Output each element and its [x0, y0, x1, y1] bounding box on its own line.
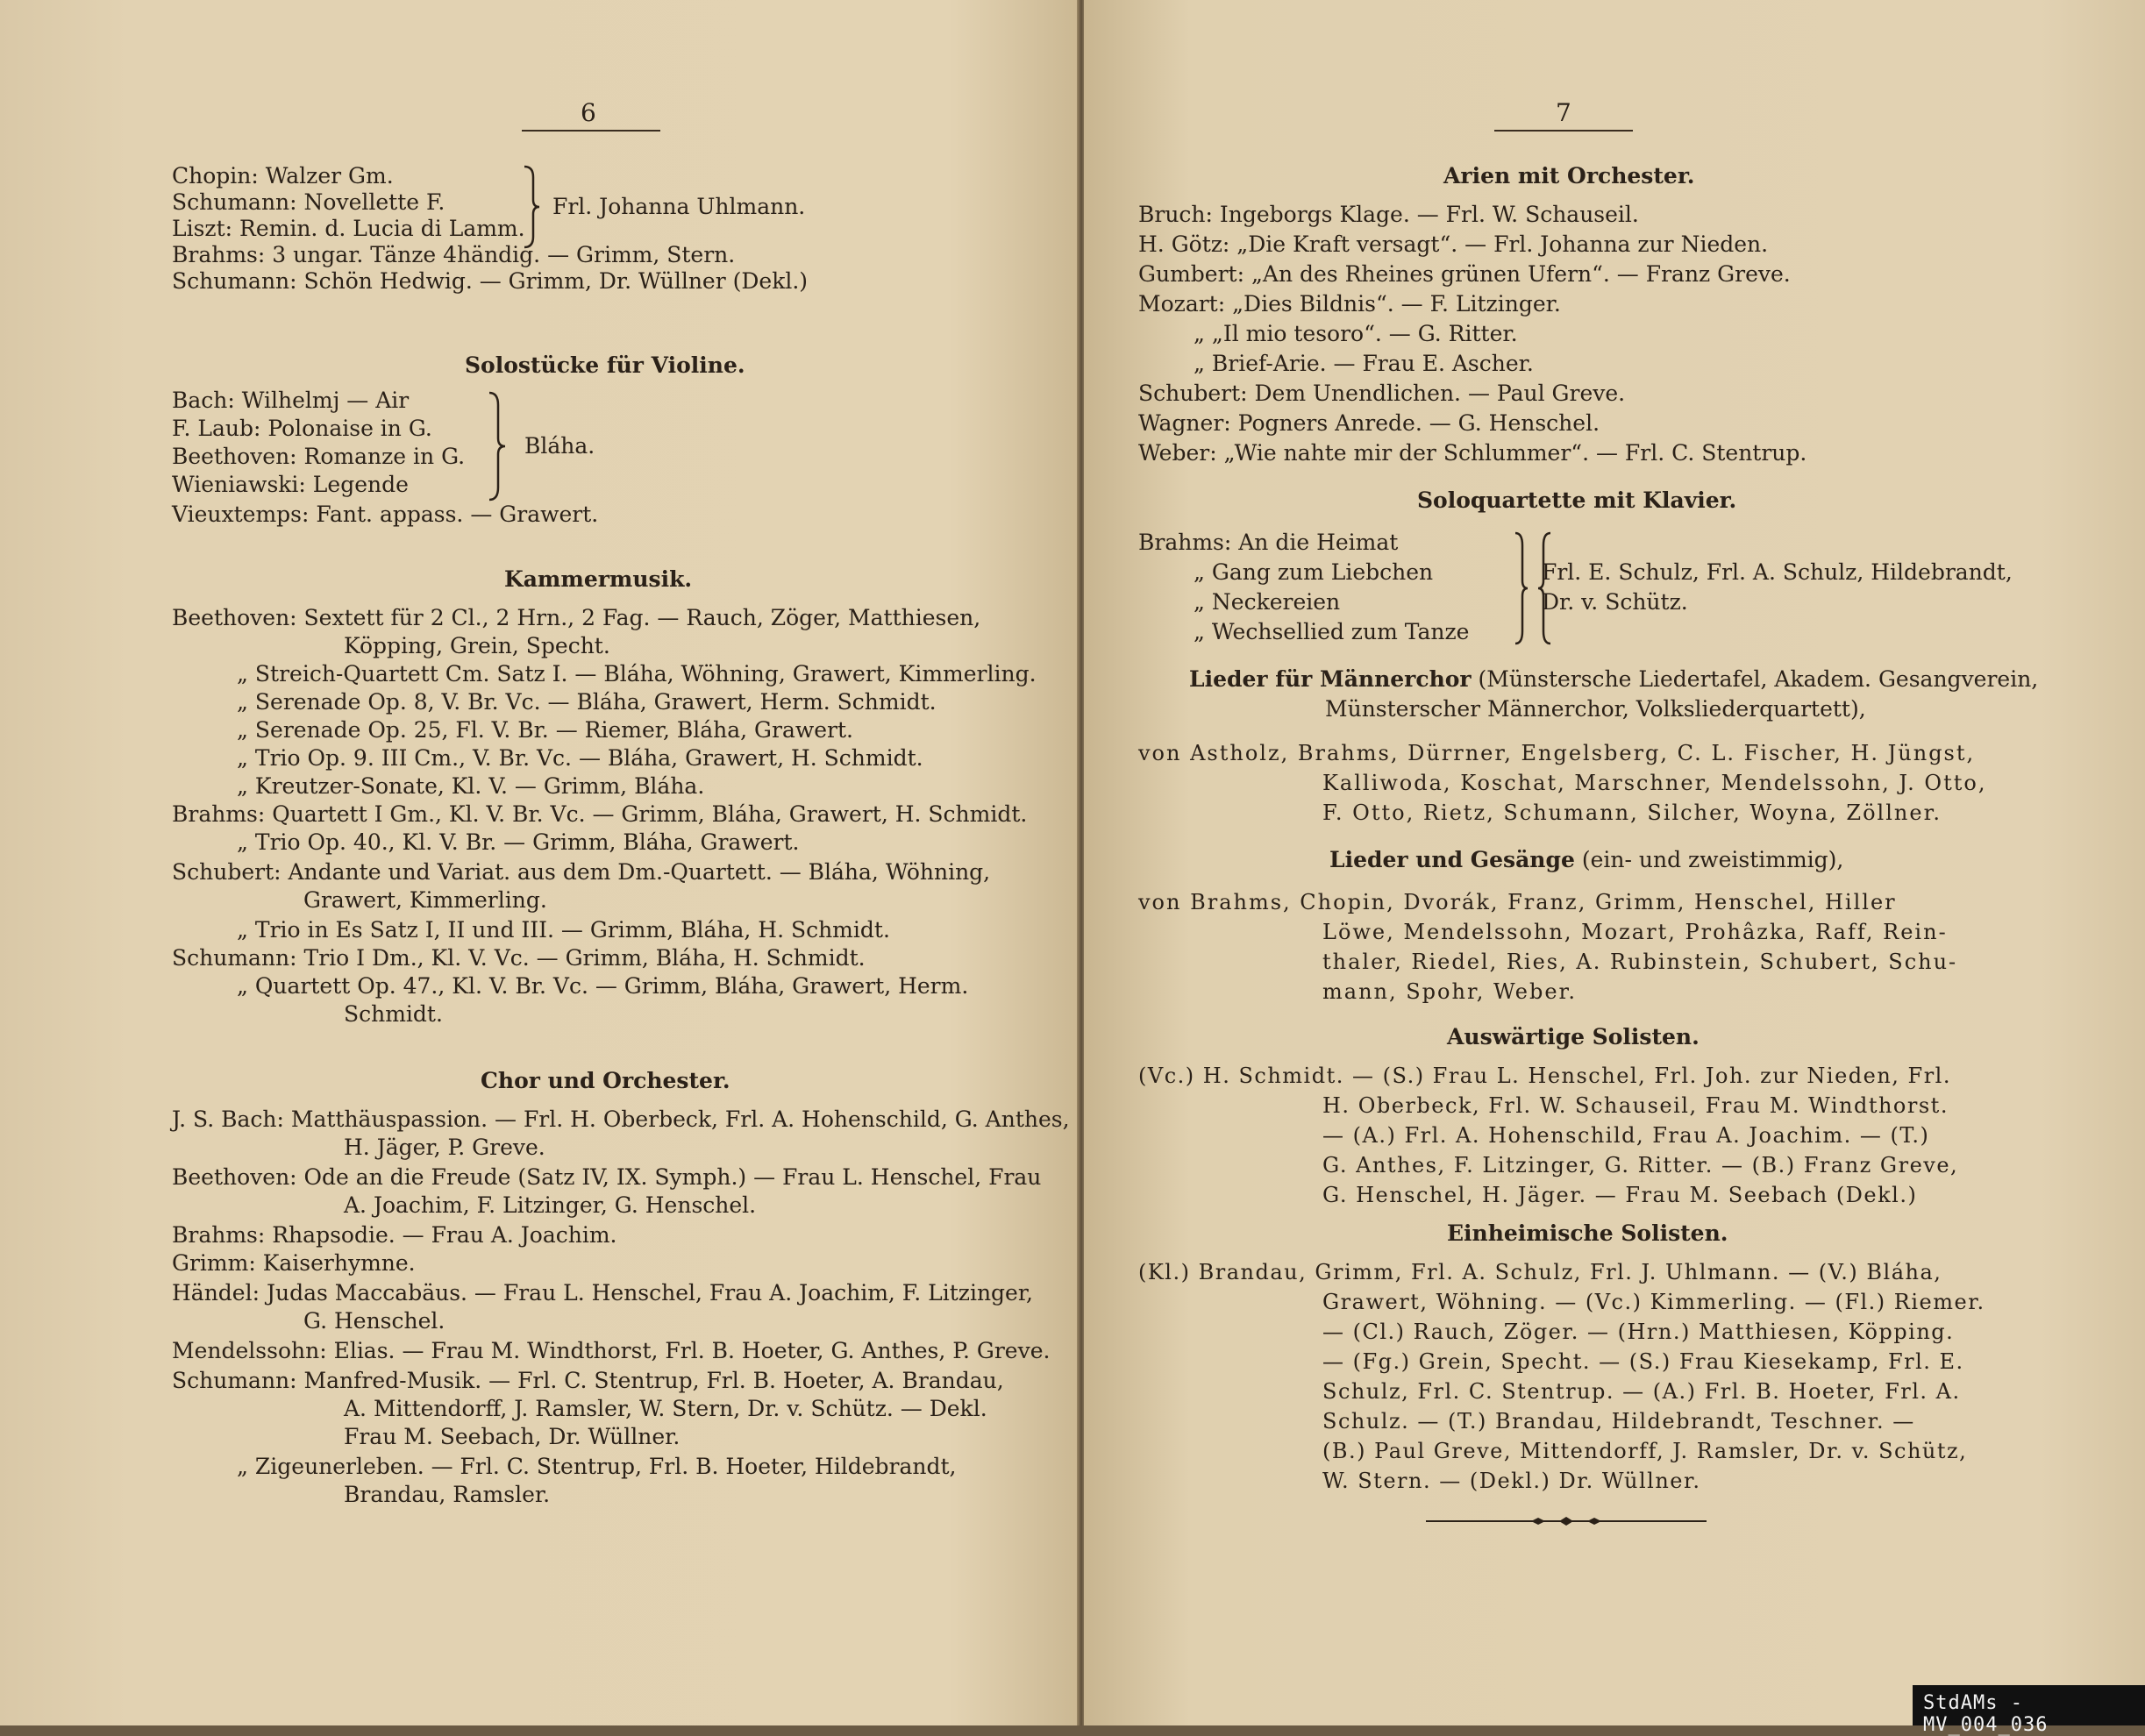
composer-list: von Brahms, Chopin, Dvorák, Franz, Grimm, Henschel, Hiller	[1138, 890, 1897, 914]
composer-list: Löwe, Mendelssohn, Mozart, Prohâzka, Raff, Rein-	[1322, 920, 1948, 944]
heading-note: Münsterscher Männerchor, Volksliederquartett),	[1325, 696, 1866, 722]
program-line: Schmidt.	[344, 1001, 443, 1027]
soloist-line: (B.) Paul Greve, Mittendorff, J. Ramsler, Dr. v. Schütz,	[1322, 1439, 1968, 1463]
composer-list: von Astholz, Brahms, Dürrner, Engelsberg, C. L. Fischer, H. Jüngst,	[1138, 741, 1976, 765]
maennerchor-heading-line	[1189, 666, 2038, 693]
page-number-rule	[1494, 130, 1633, 132]
section-heading: Kammermusik.	[504, 566, 693, 592]
soloist-line: Schulz, Frl. C. Stentrup. — (A.) Frl. B. Hoeter, Frl. A.	[1322, 1379, 1961, 1404]
right-brace-icon	[523, 165, 540, 249]
program-line: Liszt: Remin. d. Lucia di Lamm.	[172, 216, 525, 241]
program-line: F. Laub: Polonaise in G.	[172, 416, 432, 441]
performer: Frl. Johanna Uhlmann.	[552, 194, 806, 219]
program-line: „ Quartett Op. 47., Kl. V. Br. Vc. — Grimm, Bláha, Grawert, Herm.	[237, 973, 969, 999]
gesaenge-heading-line	[1329, 847, 1843, 873]
page-number: 7	[1556, 98, 1571, 127]
soloist-line: Schulz. — (T.) Brandau, Hildebrandt, Teschner. —	[1322, 1409, 1915, 1434]
program-line: „ Serenade Op. 8, V. Br. Vc. — Bláha, Grawert, Herm. Schmidt.	[237, 689, 937, 715]
soloist-line: H. Oberbeck, Frl. W. Schauseil, Frau M. Windthorst.	[1322, 1093, 1949, 1118]
program-line: Beethoven: Sextett für 2 Cl., 2 Hrn., 2 Fag. — Rauch, Zöger, Matthiesen,	[172, 605, 981, 630]
page-number-rule	[522, 130, 660, 132]
heading-note: (ein- und zweistimmig),	[1574, 847, 1844, 872]
archive-signature: StdAMs - MV_004_036	[1923, 1692, 2049, 1736]
program-line: Händel: Judas Maccabäus. — Frau L. Henschel, Frau A. Joachim, F. Litzinger,	[172, 1280, 1034, 1306]
program-line: „ Neckereien	[1194, 589, 1341, 615]
soloist-line: (Kl.) Brandau, Grimm, Frl. A. Schulz, Frl. J. Uhlmann. — (V.) Bláha,	[1138, 1260, 1942, 1284]
program-line: Beethoven: Ode an die Freude (Satz IV, IX. Symph.) — Frau L. Henschel, Frau	[172, 1164, 1042, 1190]
section-heading: Lieder und Gesänge	[1329, 847, 1575, 872]
composer-list: mann, Spohr, Weber.	[1322, 979, 1577, 1004]
program-line: Brahms: Quartett I Gm., Kl. V. Br. Vc. — Grimm, Bláha, Grawert, H. Schmidt.	[172, 801, 1028, 827]
program-line: Schubert: Dem Unendlichen. — Paul Greve.	[1138, 381, 1626, 406]
soloist-line: — (Cl.) Rauch, Zöger. — (Hrn.) Matthiesen, Köpping.	[1322, 1320, 1955, 1344]
program-line: Weber: „Wie nahte mir der Schlummer“. — Frl. C. Stentrup.	[1138, 440, 1807, 466]
program-line: Grawert, Kimmerling.	[303, 887, 547, 913]
program-line: Gumbert: „An des Rheines grünen Ufern“. — Franz Greve.	[1138, 261, 1791, 287]
program-line: „ Streich-Quartett Cm. Satz I. — Bláha, Wöhning, Grawert, Kimmerling.	[237, 661, 1037, 687]
soloist-line: (Vc.) H. Schmidt. — (S.) Frau L. Henschel, Frl. Joh. zur Nieden, Frl.	[1138, 1064, 1951, 1088]
program-line: G. Henschel.	[303, 1308, 445, 1334]
program-line: Schumann: Trio I Dm., Kl. V. Vc. — Grimm, Bláha, H. Schmidt.	[172, 945, 866, 971]
soloist-line: W. Stern. — (Dekl.) Dr. Wüllner.	[1322, 1469, 1701, 1493]
program-line: Beethoven: Romanze in G.	[172, 444, 466, 469]
program-line: A. Mittendorff, J. Ramsler, W. Stern, Dr. v. Schütz. — Dekl.	[344, 1396, 987, 1421]
composer-list: thaler, Riedel, Ries, A. Rubinstein, Schubert, Schu-	[1322, 950, 1958, 974]
program-line: „ Brief-Arie. — Frau E. Ascher.	[1194, 351, 1534, 376]
section-heading: Arien mit Orchester.	[1443, 163, 1695, 189]
program-line: A. Joachim, F. Litzinger, G. Henschel.	[344, 1192, 757, 1218]
section-heading: Einheimische Solisten.	[1447, 1220, 1728, 1246]
soloist-line: Grawert, Wöhning. — (Vc.) Kimmerling. — (Fl.) Riemer.	[1322, 1290, 1985, 1314]
program-line: „ Zigeunerleben. — Frl. C. Stentrup, Frl. B. Hoeter, Hildebrandt,	[237, 1454, 957, 1479]
program-line: Schumann: Novellette F.	[172, 189, 445, 215]
soloist-line: G. Anthes, F. Litzinger, G. Ritter. — (B.) Franz Greve,	[1322, 1153, 1959, 1177]
program-line: H. Jäger, P. Greve.	[344, 1135, 545, 1160]
program-line: Schumann: Manfred-Musik. — Frl. C. Stentrup, Frl. B. Hoeter, A. Brandau,	[172, 1368, 1004, 1393]
program-line: Brahms: 3 ungar. Tänze 4händig. — Grimm, Stern.	[172, 242, 736, 267]
ornament-divider-icon	[1426, 1513, 1707, 1529]
page-number: 6	[581, 98, 596, 127]
program-line: Brahms: An die Heimat	[1138, 530, 1399, 555]
right-brace-icon	[488, 391, 507, 502]
composer-list: F. Otto, Rietz, Schumann, Silcher, Woyna, Zöllner.	[1322, 800, 1942, 825]
program-line: „ Gang zum Liebchen	[1194, 559, 1434, 585]
program-line: Schumann: Schön Hedwig. — Grimm, Dr. Wüllner (Dekl.)	[172, 268, 809, 294]
program-line: Bach: Wilhelmj — Air	[172, 388, 410, 413]
right-brace-icon	[1514, 531, 1529, 645]
program-line: Mozart: „Dies Bildnis“. — F. Litzinger.	[1138, 291, 1561, 317]
program-line: Schubert: Andante und Variat. aus dem Dm.-Quartett. — Bláha, Wöhning,	[172, 859, 991, 885]
program-line: Chopin: Walzer Gm.	[172, 163, 394, 189]
right-page	[1084, 0, 2145, 1725]
program-line: „ Serenade Op. 25, Fl. V. Br. — Riemer, Bláha, Grawert.	[237, 717, 853, 743]
program-line: „ Trio Op. 40., Kl. V. Br. — Grimm, Bláha, Grawert.	[237, 829, 800, 855]
program-line: Brahms: Rhapsodie. — Frau A. Joachim.	[172, 1222, 617, 1248]
program-line: J. S. Bach: Matthäuspassion. — Frl. H. Oberbeck, Frl. A. Hohenschild, G. Anthes,	[172, 1106, 1070, 1132]
section-heading: Auswärtige Solisten.	[1447, 1024, 1700, 1049]
program-line: „ Trio Op. 9. III Cm., V. Br. Vc. — Bláha, Grawert, H. Schmidt.	[237, 745, 923, 771]
composer-list: Kalliwoda, Koschat, Marschner, Mendelssohn, J. Otto,	[1322, 771, 1987, 795]
left-brace-icon	[1536, 531, 1552, 645]
program-line: Vieuxtemps: Fant. appass. — Grawert.	[172, 502, 599, 527]
archive-stamp	[1913, 1685, 2145, 1736]
program-line: Bruch: Ingeborgs Klage. — Frl. W. Schauseil.	[1138, 202, 1639, 227]
section-heading: Solostücke für Violine.	[465, 352, 745, 378]
soloist-line: — (A.) Frl. A. Hohenschild, Frau A. Joachim. — (T.)	[1322, 1123, 1930, 1148]
program-line: Köpping, Grein, Specht.	[344, 633, 610, 658]
program-line: Grimm: Kaiserhymne.	[172, 1250, 416, 1276]
soloist-line: G. Henschel, H. Jäger. — Frau M. Seebach (Dekl.)	[1322, 1183, 1918, 1207]
heading-note: (Münstersche Liedertafel, Akadem. Gesangverein,	[1471, 666, 2039, 692]
soloist-line: — (Fg.) Grein, Specht. — (S.) Frau Kiesekamp, Frl. E.	[1322, 1349, 1964, 1374]
program-line: „ Trio in Es Satz I, II und III. — Grimm, Bláha, H. Schmidt.	[237, 917, 890, 943]
performer: Frl. E. Schulz, Frl. A. Schulz, Hildebrandt,	[1542, 559, 2013, 585]
section-heading: Chor und Orchester.	[481, 1068, 730, 1093]
left-page	[0, 0, 1079, 1725]
program-line: Wagner: Pogners Anrede. — G. Henschel.	[1138, 410, 1600, 436]
program-line: Wieniawski: Legende	[172, 472, 409, 497]
program-line: H. Götz: „Die Kraft versagt“. — Frl. Johanna zur Nieden.	[1138, 231, 1769, 257]
program-line: Brandau, Ramsler.	[344, 1482, 551, 1507]
program-line: „ „Il mio tesoro“. — G. Ritter.	[1194, 321, 1518, 346]
performer: Bláha.	[524, 433, 595, 459]
performer: Dr. v. Schütz.	[1542, 589, 1688, 615]
program-line: Frau M. Seebach, Dr. Wüllner.	[344, 1424, 681, 1449]
section-heading: Lieder für Männerchor	[1189, 666, 1472, 692]
program-line: „ Kreutzer-Sonate, Kl. V. — Grimm, Bláha.	[237, 773, 705, 799]
program-line: Mendelssohn: Elias. — Frau M. Windthorst, Frl. B. Hoeter, G. Anthes, P. Greve.	[172, 1338, 1051, 1363]
program-line: „ Wechsellied zum Tanze	[1194, 619, 1470, 644]
section-heading: Soloquartette mit Klavier.	[1417, 487, 1737, 513]
